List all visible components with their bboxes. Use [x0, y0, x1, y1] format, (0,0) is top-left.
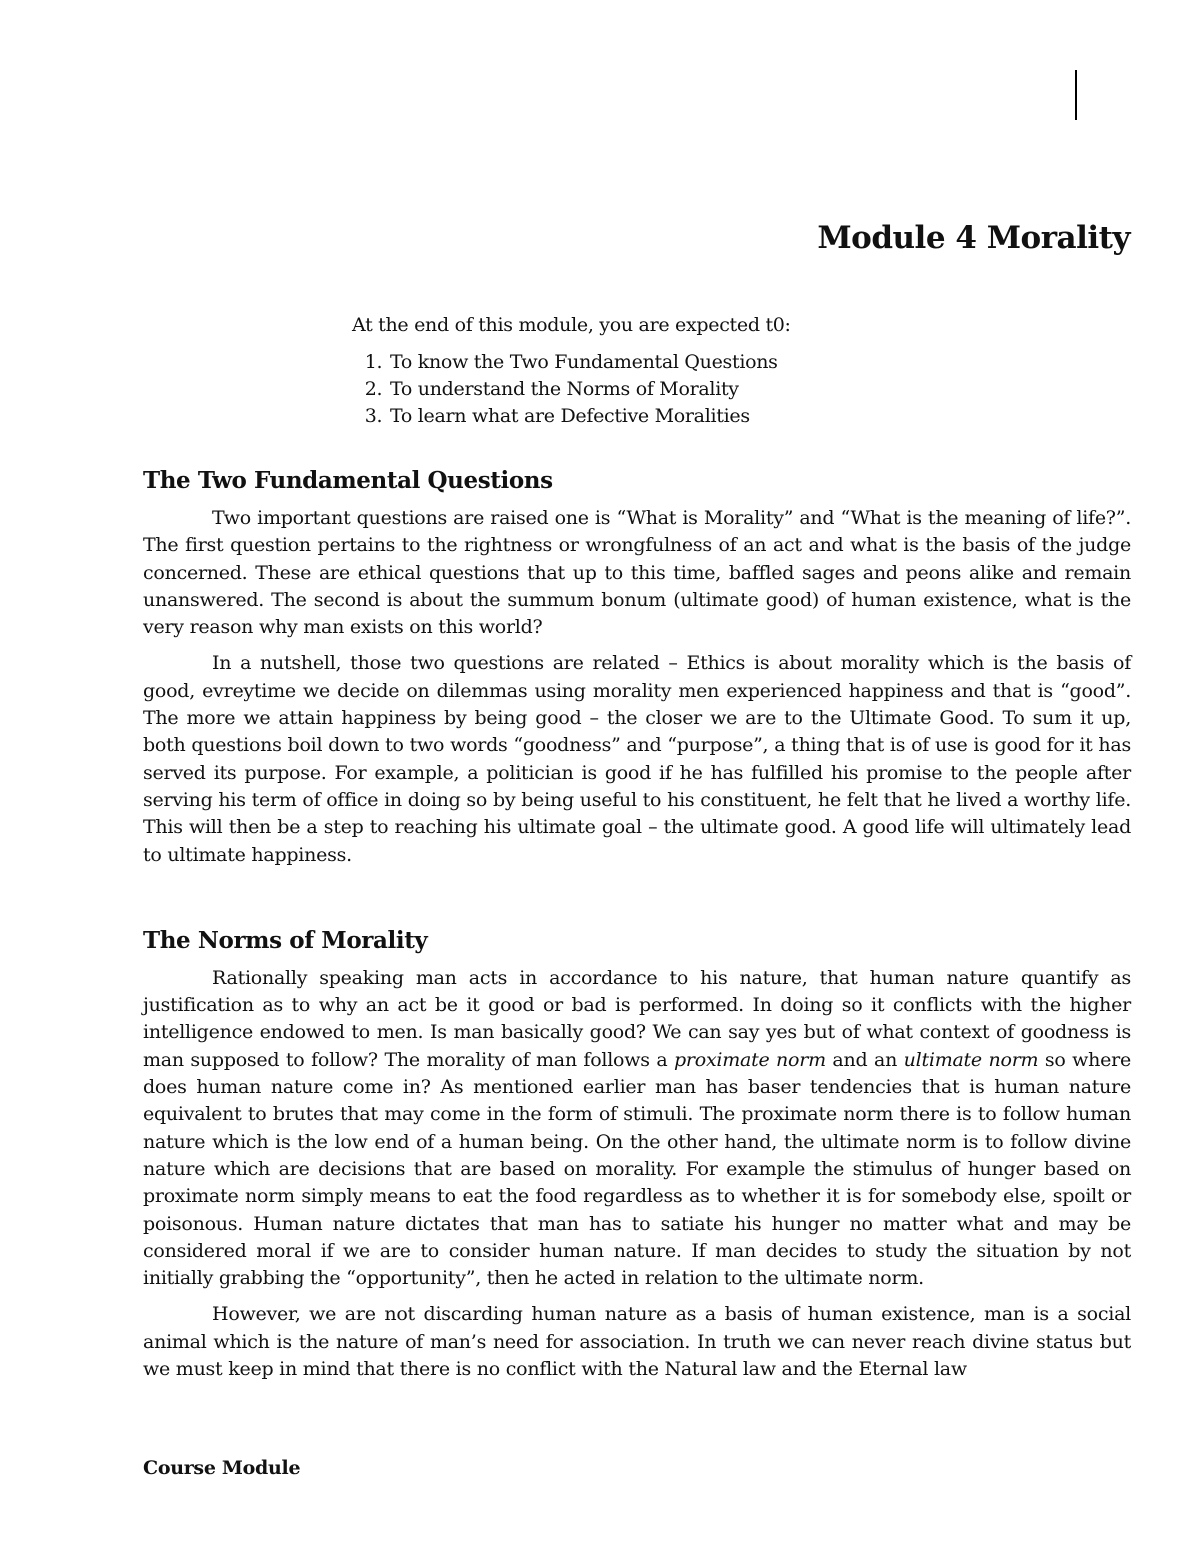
- section-heading-fundamental-questions: The Two Fundamental Questions: [143, 467, 553, 494]
- page-footer: Course Module: [143, 1457, 301, 1479]
- emphasis-ultimate-norm: ultimate norm: [903, 1048, 1039, 1071]
- objective-item: 3. To learn what are Defective Moralities: [388, 403, 912, 430]
- objective-item: 1. To know the Two Fundamental Questions: [388, 349, 912, 376]
- paragraph: However, we are not discarding human nature as a basis of human existence, man is a social animal which is the nature of man’s need for association. In truth we can never reach divine status but we must keep in mind that there is no conflict with the Natural law and the Eternal law: [143, 1303, 1131, 1381]
- paragraph: In a nutshell, those two questions are related – Ethics is about morality which is the basis of good, evreytime we decide on dilemmas using morality men experienced happiness and that is “good”. The more we attain happiness by being good – the closer we are to the Ultimate Good. To sum it up, both questions boil down to two words “goodness” and “purpose”, a thing that is of use is good for it has served its purpose. For example, a politician is good if he has fulfilled his promise to the people after serving his term of office in doing so by being useful to his constituent, he felt that he lived a worthy life. This will then be a step to reaching his ultimate goal – the ultimate good. A good life will ultimately lead to ultimate happiness.: [143, 652, 1131, 866]
- objectives-list: [352, 349, 912, 430]
- module-content: [143, 465, 1131, 1383]
- page-margin-mark: [1075, 70, 1077, 120]
- page-title: Module 4 Morality: [817, 220, 1130, 256]
- paragraph: Two important questions are raised one is “What is Morality” and “What is the meaning of life?”. The first question pertains to the rightness or wrongfulness of an act and what is the basis of the judge concerned. These are ethical questions that up to this time, baffled sages and peons alike and remain unanswered. The second is about the summum bonum (ultimate good) of human existence, what is the very reason why man exists on this world?: [143, 507, 1131, 639]
- emphasis-proximate-norm: proximate norm: [674, 1048, 826, 1071]
- paragraph-text: so where does human nature come in? As mentioned earlier man has baser tendencies that is human nature equivalent to brutes that may come in the form of stimuli. The proximate norm there is to follow human nature which is the low end of a human being. On the other hand, the ultimate norm is to follow divine nature which are decisions that are based on morality. For example the stimulus of hunger based on proximate norm simply means to eat the food regardless as to whether it is for somebody else, spoilt or poisonous. Human nature dictates that man has to satiate his hunger no matter what and may be considered moral if we are to consider human nature. If man decides to study the situation by not initially grabbing the “opportunity”, then he acted in relation to the ultimate norm.: [143, 1048, 1131, 1290]
- objectives-intro: At the end of this module, you are expected t0:: [352, 314, 791, 336]
- learning-objectives: [352, 312, 912, 430]
- paragraph: [143, 965, 1131, 1293]
- paragraph-text: and an: [825, 1048, 904, 1071]
- objective-item: 2. To understand the Norms of Morality: [388, 376, 912, 403]
- section-heading-norms-of-morality: The Norms of Morality: [143, 926, 428, 954]
- paragraph-text: Rationally speaking man acts in accordance to his nature, that human nature quantify as justification as to why an act be it good or bad is performed. In doing so it conflicts with the higher intelligence endowed to men. Is man basically good? We can say yes but of what context of goodness is man supposed to follow? The morality of man follows a: [143, 966, 1131, 1071]
